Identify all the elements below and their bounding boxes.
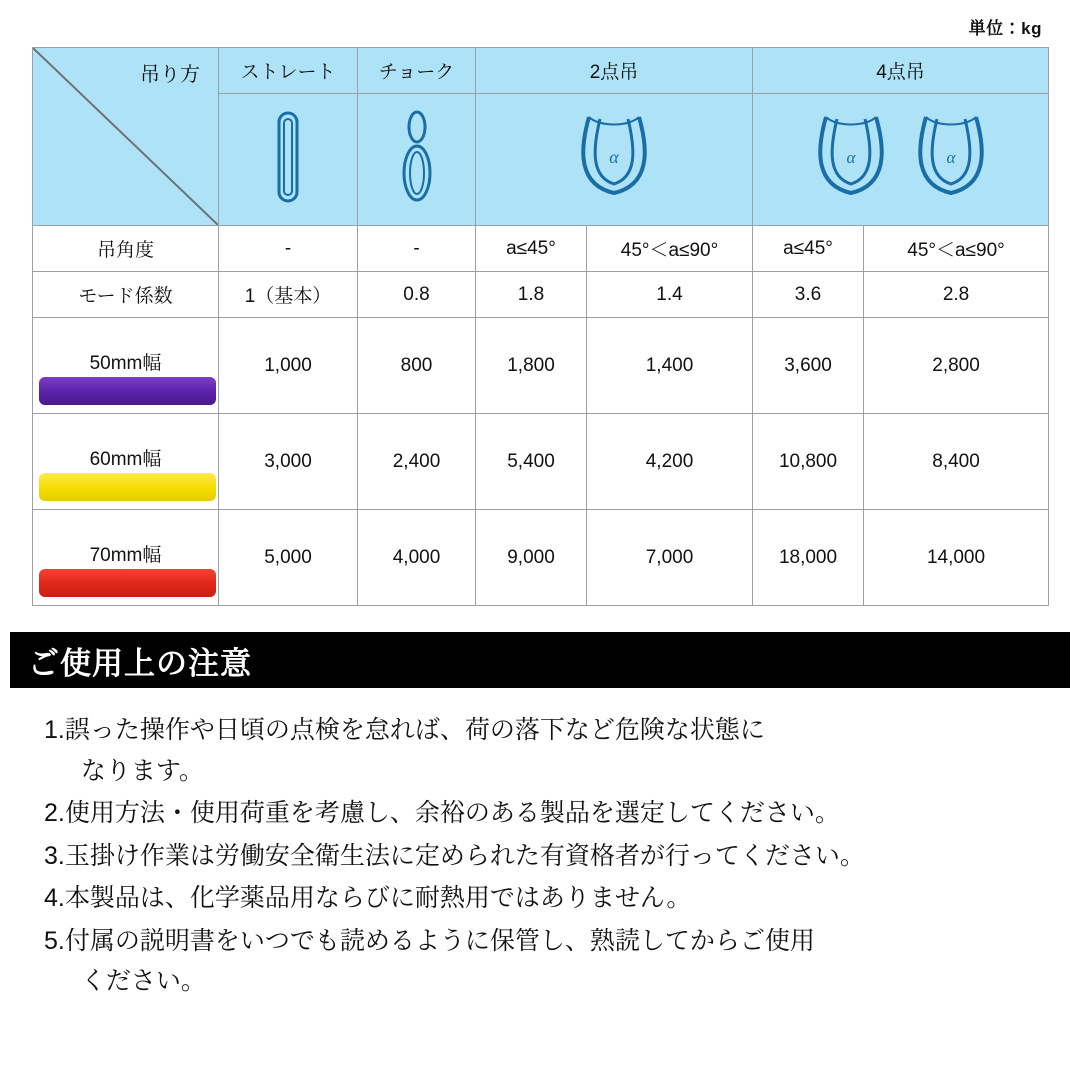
svg-text:α: α [946, 147, 955, 167]
notice-text: 本製品は、化学薬品用ならびに耐熱用ではありません。 [64, 884, 692, 912]
list-item [44, 793, 1050, 834]
load-70-four-point-45: 18,000 [753, 510, 864, 606]
notice-text: 使用方法・使用荷重を考慮し、余裕のある製品を選定してください。 [64, 799, 840, 827]
sling-50mm-label: 50mm幅 [89, 353, 162, 374]
sling-70mm-swatch [39, 569, 216, 597]
notice-list [0, 688, 1080, 1002]
load-50-four-point-90: 2,800 [864, 318, 1049, 414]
mode-four-point-90: 2.8 [864, 272, 1049, 318]
load-60-choke: 2,400 [358, 414, 476, 510]
load-70-four-point-90: 14,000 [864, 510, 1049, 606]
spec-table-container [0, 47, 1080, 606]
sling-70mm-label: 70mm幅 [89, 545, 162, 566]
notice-number: 5. [44, 926, 65, 955]
load-70-straight: 5,000 [219, 510, 358, 606]
two-point-sling-icon [476, 94, 753, 226]
table-row [33, 226, 1049, 272]
list-item [44, 710, 1050, 791]
load-70-choke: 4,000 [358, 510, 476, 606]
notice-number: 2. [44, 799, 65, 827]
load-60-straight: 3,000 [219, 414, 358, 510]
svg-text:α: α [846, 147, 855, 167]
sling-60mm-swatch [39, 473, 216, 501]
notice-number: 1. [44, 716, 65, 744]
mode-straight: 1（基本） [219, 272, 358, 318]
angle-choke: - [358, 226, 476, 272]
notice-number: 4. [44, 884, 65, 912]
notice-text: 玉掛け作業は労働安全衛生法に定められた有資格者が行ってください。 [64, 841, 865, 870]
list-item [44, 836, 1050, 877]
notice-text: 誤った操作や日頃の点検を怠れば、荷の落下など危険な状態に [64, 716, 765, 744]
load-60-two-point-90: 4,200 [587, 414, 753, 510]
angle-two-point-45: a≤45° [476, 226, 587, 272]
sling-60mm-label: 60mm幅 [89, 449, 162, 470]
row-label-mode-factor: モード係数 [33, 272, 219, 318]
table-row [33, 272, 1049, 318]
table-row [33, 318, 1049, 414]
unit-label: 単位：kg [968, 19, 1042, 38]
sling-60mm-cell [33, 414, 219, 510]
notice-text-cont: ください。 [80, 967, 206, 995]
load-60-four-point-90: 8,400 [864, 414, 1049, 510]
corner-label: 吊り方 [140, 64, 200, 86]
load-50-two-point-45: 1,800 [476, 318, 587, 414]
load-70-two-point-45: 9,000 [476, 510, 587, 606]
row-label-angle: 吊角度 [33, 226, 219, 272]
notice-number: 3. [44, 841, 65, 870]
list-item [44, 921, 1050, 1002]
angle-two-point-90: 45°＜a≤90° [587, 226, 753, 272]
load-60-four-point-45: 10,800 [753, 414, 864, 510]
load-60-two-point-45: 5,400 [476, 414, 587, 510]
four-point-sling-icon [753, 94, 1049, 226]
header-four-point: 4点吊 [753, 48, 1049, 94]
straight-sling-icon [219, 94, 358, 226]
load-50-four-point-45: 3,600 [753, 318, 864, 414]
header-choke: チョーク [358, 48, 476, 94]
angle-straight: - [219, 226, 358, 272]
header-straight: ストレート [219, 48, 358, 94]
angle-four-point-45: a≤45° [753, 226, 864, 272]
notice-text-cont: なります。 [80, 756, 204, 785]
notice-title-bar [10, 632, 1070, 688]
table-corner-cell [33, 48, 219, 226]
choke-sling-icon [358, 94, 476, 226]
sling-50mm-cell [33, 318, 219, 414]
mode-two-point-90: 1.4 [587, 272, 753, 318]
sling-70mm-cell [33, 510, 219, 606]
load-50-choke: 800 [358, 318, 476, 414]
notice-text: 付属の説明書をいつでも読めるように保管し、熟読してからご使用 [64, 926, 815, 955]
table-header-row [33, 48, 1049, 94]
table-row [33, 510, 1049, 606]
load-50-straight: 1,000 [219, 318, 358, 414]
notice-title: ご使用上の注意 [28, 645, 252, 681]
table-row [33, 414, 1049, 510]
sling-50mm-swatch [39, 377, 216, 405]
header-two-point: 2点吊 [476, 48, 753, 94]
load-70-two-point-90: 7,000 [587, 510, 753, 606]
mode-four-point-45: 3.6 [753, 272, 864, 318]
svg-text:α: α [609, 146, 619, 167]
mode-choke: 0.8 [358, 272, 476, 318]
angle-four-point-90: 45°＜a≤90° [864, 226, 1049, 272]
load-50-two-point-90: 1,400 [587, 318, 753, 414]
load-capacity-table [32, 47, 1049, 606]
list-item [44, 878, 1050, 919]
mode-two-point-45: 1.8 [476, 272, 587, 318]
